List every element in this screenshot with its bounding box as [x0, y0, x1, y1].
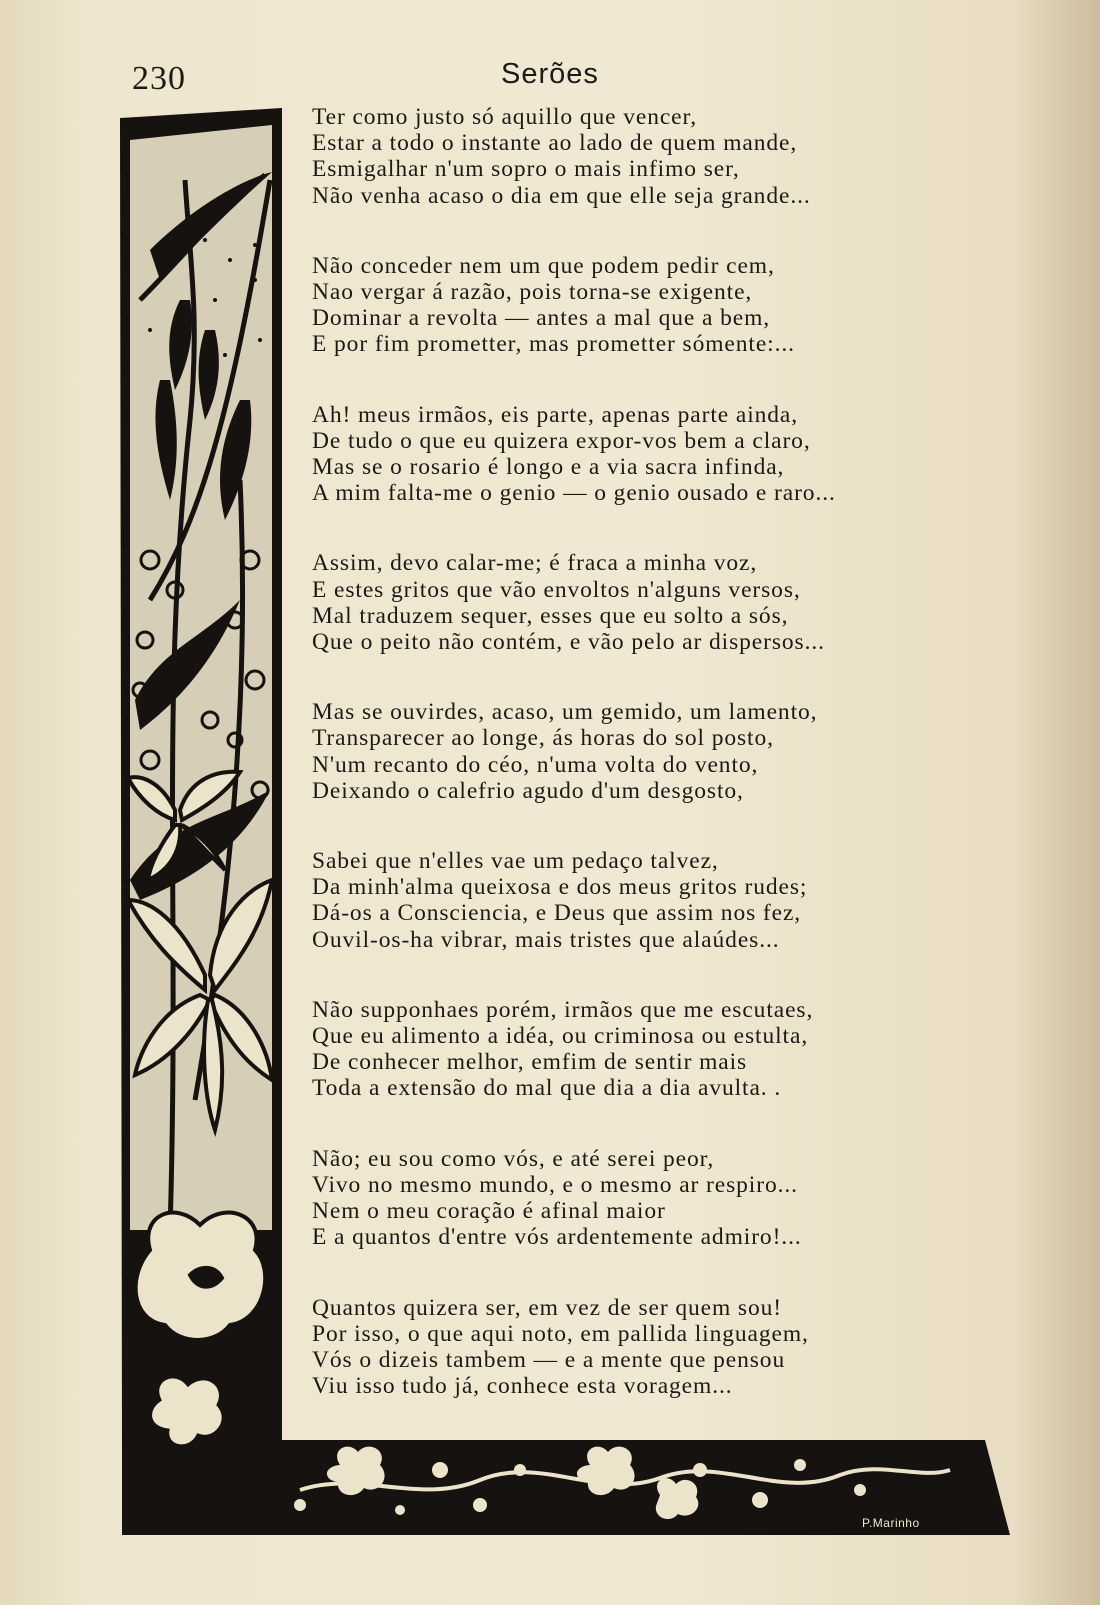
stanza-5: [312, 699, 932, 804]
poem-line: Da minh'alma queixosa e dos meus gritos rudes;: [312, 874, 808, 901]
stanza-9: [312, 1295, 932, 1400]
poem-line: Vós o dizeis tambem — e a mente que pensou: [312, 1346, 786, 1373]
poem-line: Nem o meu coração é afinal maior: [312, 1198, 666, 1225]
stanza-6: [312, 848, 932, 953]
poem-line: Que o peito não contém, e vão pelo ar dispersos...: [312, 629, 825, 656]
stanza-1: [312, 104, 932, 209]
pansy-flower-illustration: [136, 1213, 266, 1340]
stanza-4: [312, 550, 932, 655]
poem-line: Quantos quizera ser, em vez de ser quem sou!: [312, 1294, 782, 1321]
page-number: 230: [132, 60, 186, 97]
poem-line: De tudo o que eu quizera expor-vos bem a claro,: [312, 427, 811, 454]
poem-line: Mal traduzem sequer, esses que eu solto a sós,: [312, 602, 789, 629]
poem-line: Toda a extensão do mal que dia a dia avulta. .: [312, 1075, 782, 1102]
poem-line: Que eu alimento a idéa, ou criminosa ou estulta,: [312, 1023, 809, 1050]
poem-line: Esmigalhar n'um sopro o mais infimo ser,: [312, 156, 740, 183]
poem-line: Não venha acaso o dia em que elle seja grande...: [312, 182, 811, 209]
poem-line: Não supponhaes porém, irmãos que me escutaes,: [312, 996, 814, 1023]
poem-line: Não conceder nem um que podem pedir cem,: [312, 252, 775, 279]
poem-line: Por isso, o que aqui noto, em pallida linguagem,: [312, 1320, 809, 1347]
poem-line: Mas se ouvirdes, acaso, um gemido, um lamento,: [312, 699, 818, 726]
poem-line: Nao vergar á razão, pois torna-se exigente,: [312, 279, 753, 306]
stanza-2: [312, 253, 932, 358]
poem-line: Mas se o rosario é longo e a via sacra infinda,: [312, 454, 785, 481]
poem-line: E estes gritos que vão envoltos n'alguns versos,: [312, 576, 801, 603]
poem-line: Ter como justo só aquillo que vencer,: [312, 104, 698, 130]
poem-line: Dá-os a Consciencia, e Deus que assim nos fez,: [312, 900, 802, 927]
poem-line: Ah! meus irmãos, eis parte, apenas parte ainda,: [312, 401, 799, 428]
running-title: Serões: [501, 58, 599, 90]
stanza-7: [312, 997, 932, 1102]
poem-line: Dominar a revolta — antes a mal que a bem,: [312, 305, 771, 332]
poem-line: Viu isso tudo já, conhece esta voragem...: [312, 1373, 733, 1400]
poem-line: N'um recanto do céo, n'uma volta do vento,: [312, 751, 759, 778]
poem-line: E por fim prometter, mas prometter sómente:...: [312, 331, 795, 358]
poem-line: Não; eu sou como vós, e até serei peor,: [312, 1145, 715, 1172]
poem-line: Estar a todo o instante ao lado de quem mande,: [312, 130, 798, 157]
poem-line: A mim falta-me o genio — o genio ousado e raro...: [312, 480, 836, 507]
poem: [312, 104, 932, 1443]
poem-line: De conhecer melhor, emfim de sentir mais: [312, 1049, 748, 1076]
poem-line: Sabei que n'elles vae um pedaço talvez,: [312, 848, 719, 875]
artist-signature: P.Marinho: [862, 1516, 920, 1530]
poem-line: Vivo no mesmo mundo, e o mesmo ar respiro...: [312, 1171, 798, 1198]
poem-line: Deixando o calefrio agudo d'um desgosto,: [312, 777, 744, 804]
poem-line: Transparecer ao longe, ás horas do sol posto,: [312, 725, 774, 752]
stanza-8: [312, 1146, 932, 1251]
poem-line: E a quantos d'entre vós ardentemente admiro!...: [312, 1224, 802, 1251]
stanza-3: [312, 402, 932, 507]
poem-line: Ouvil-os-ha vibrar, mais tristes que alaúdes...: [312, 926, 780, 953]
poem-line: Assim, devo calar-me; é fraca a minha voz,: [312, 550, 758, 577]
